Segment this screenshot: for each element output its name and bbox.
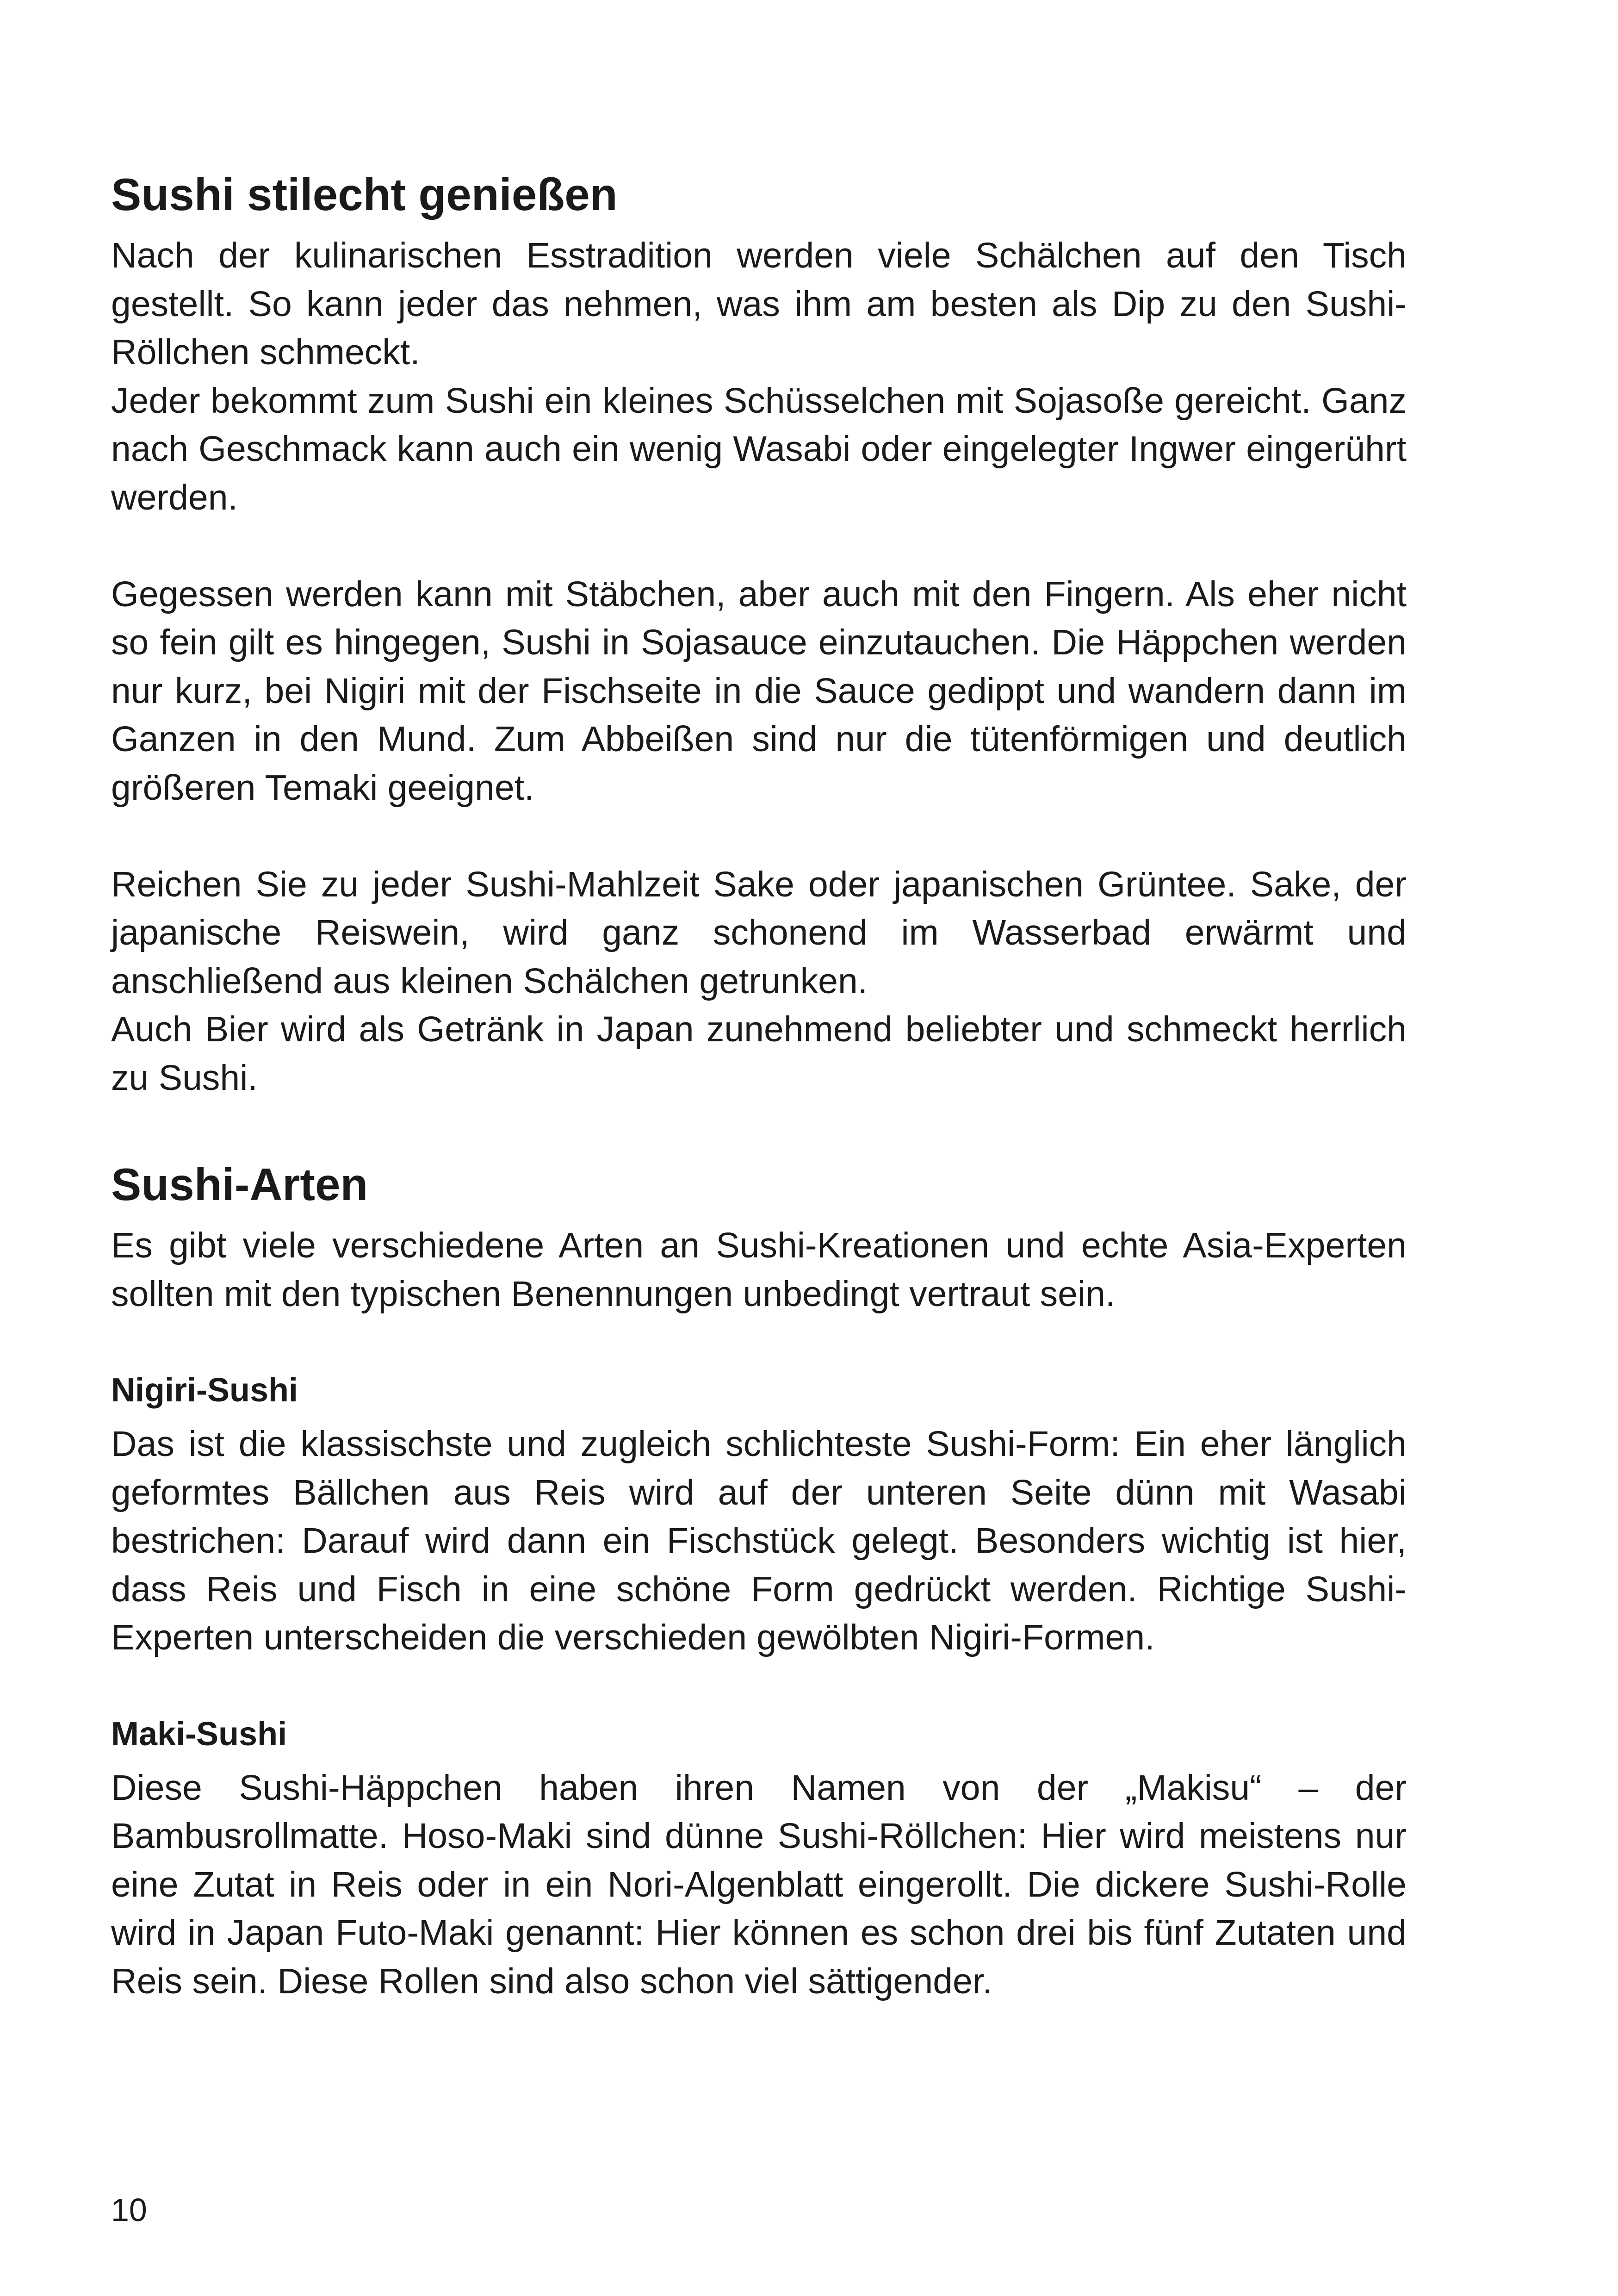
section-spacer	[111, 1662, 1407, 1710]
paragraph-spacer	[111, 522, 1407, 570]
subheading-nigiri-sushi: Nigiri-Sushi	[111, 1372, 298, 1409]
paragraph-spacer	[111, 812, 1407, 860]
section-spacer	[111, 1102, 1407, 1157]
section-spacer	[111, 1318, 1407, 1366]
section-heading-sushi-stilecht: Sushi stilecht genießen	[111, 169, 618, 220]
paragraph: Auch Bier wird als Getränk in Japan zunehmend beliebter und schmeckt herrlich zu Sushi.	[111, 1009, 1407, 1098]
paragraph: Das ist die klassischste und zugleich schlichteste Sushi-Form: Ein eher länglich geformtes Bällchen aus Reis wird auf der unteren Seite dünn mit Wasabi bestrichen: Darauf wird dann ein Fischstück gelegt. Besonders wichtig ist hier, dass Reis und Fisch in eine schöne Form gedrückt werden. Richtige Sushi-Experten unterscheiden die verschieden gewölbten Nigiri-Formen.	[111, 1424, 1407, 1657]
paragraph: Reichen Sie zu jeder Sushi-Mahlzeit Sake oder japanischen Grüntee. Sake, der japanische Reiswein, wird ganz schonend im Wasserbad erwärmt und anschließend aus kleinen Schälchen getrunken.	[111, 864, 1407, 1001]
paragraph: Jeder bekommt zum Sushi ein kleines Schüsselchen mit Sojasoße gereicht. Ganz nach Geschmack kann auch ein wenig Wasabi oder eingelegter Ingwer eingerührt werden.	[111, 380, 1407, 517]
paragraph: Es gibt viele verschiedene Arten an Sushi-Kreationen und echte Asia-Experten sollten mit den typischen Benennungen unbedingt vertraut sein.	[111, 1226, 1407, 1314]
paragraph: Nach der kulinarischen Esstradition werden viele Schälchen auf den Tisch gestellt. So kann jeder das nehmen, was ihm am besten als Dip zu den Sushi-Röllchen schmeckt.	[111, 236, 1407, 372]
paragraph: Diese Sushi-Häppchen haben ihren Namen von der „Makisu“ – der Bambusrollmatte. Hoso-Maki sind dünne Sushi-Röllchen: Hier wird meistens nur eine Zutat in Reis oder in ein Nori-Algenblatt eingerollt. Die dickere Sushi-Rolle wird in Japan Futo-Maki genannt: Hier können es schon drei bis fünf Zutaten und Reis sein. Diese Rollen sind also schon viel sättigender.	[111, 1767, 1407, 2001]
paragraph: Gegessen werden kann mit Stäbchen, aber auch mit den Fingern. Als eher nicht so fein gilt es hingegen, Sushi in Sojasauce einzutauchen. Die Häppchen werden nur kurz, bei Nigiri mit der Fischseite in die Sauce gedippt und wandern dann im Ganzen in den Mund. Zum Abbeißen sind nur die tütenförmigen und deutlich größeren Temaki geeignet.	[111, 574, 1407, 808]
page-content	[111, 167, 1407, 2005]
subheading-maki-sushi: Maki-Sushi	[111, 1715, 287, 1753]
section-heading-sushi-arten: Sushi-Arten	[111, 1159, 368, 1210]
page-number: 10	[111, 2192, 147, 2228]
